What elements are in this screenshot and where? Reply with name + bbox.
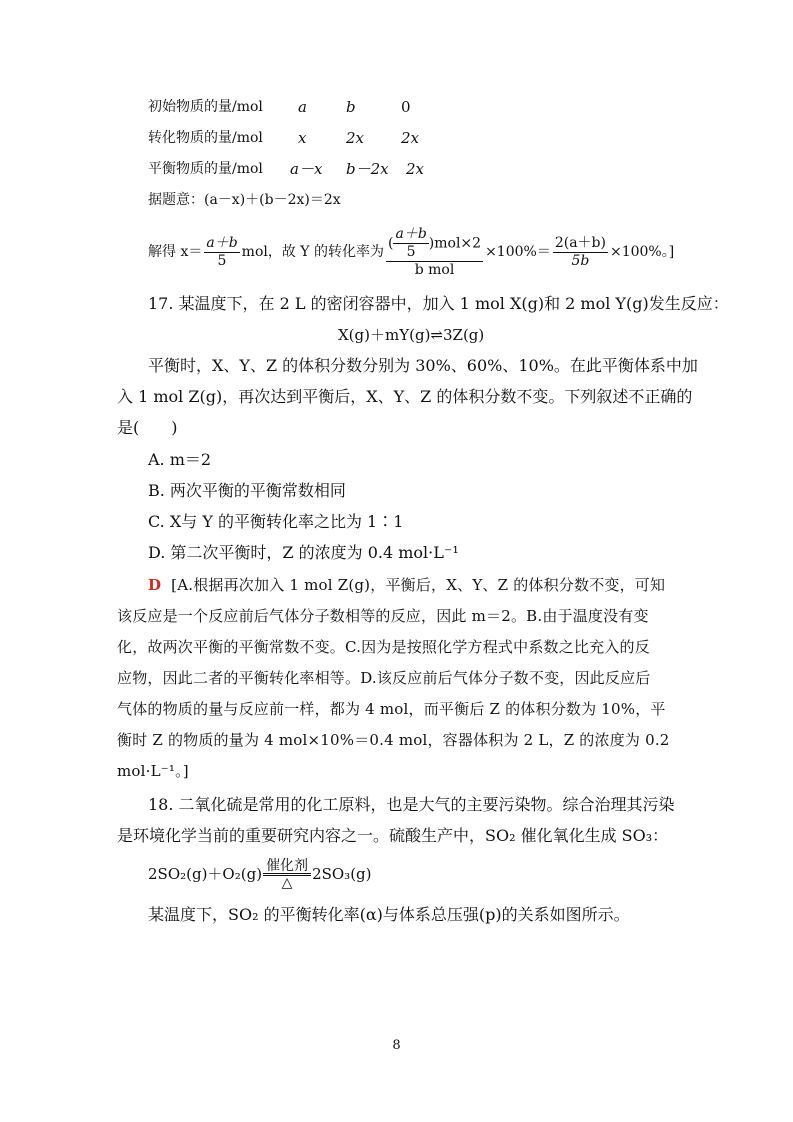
question-17-line: 平衡时，X、Y、Z 的体积分数分别为 30%、60%、10%。在此平衡体系中加 <box>148 356 698 375</box>
solution-formula <box>148 226 674 278</box>
reaction-equation-18 <box>148 856 372 892</box>
option-d[interactable]: D. 第二次平衡时，Z 的浓度为 0.4 mol·L⁻¹ <box>148 543 459 562</box>
solution-line: 化，故两次平衡的平衡常数不变。C.因为是按照化学方程式中系数之比充入的反 <box>117 638 650 656</box>
table-cell: 2x <box>401 129 420 147</box>
solution-line: 气体的物质的量与反应前一样，都为 4 mol，而平衡后 Z 的体积分数为 10%，平 <box>117 700 666 718</box>
option-b[interactable]: B. 两次平衡的平衡常数相同 <box>148 481 346 500</box>
catalyst-label: 催化剂 <box>263 859 311 876</box>
fraction <box>553 235 608 270</box>
question-18-line: 18. 二氧化硫是常用的化工原料，也是大气的主要污染物。综合治理其污染 <box>148 795 675 814</box>
row-label: 初始物质的量/mol <box>148 99 263 115</box>
inner-denominator: 5 <box>406 243 416 260</box>
table-cell: b <box>346 98 356 116</box>
question-18-line: 某温度下，SO₂ 的平衡转化率(α)与体系总压强(p)的关系如图所示。 <box>148 905 630 924</box>
table-cell: 0 <box>401 98 411 116</box>
table-row <box>148 96 263 118</box>
solution-line: 该反应是一个反应前后气体分子数相等的反应，因此 m＝2。B.由于温度没有变 <box>117 607 649 625</box>
inner-fraction <box>393 226 428 261</box>
fraction <box>386 226 483 279</box>
numerator: 2(a＋b) <box>554 234 606 251</box>
table-cell: a <box>298 98 307 116</box>
equation-left: 2SO₂(g)＋O₂(g) <box>148 865 263 883</box>
table-row <box>148 158 263 180</box>
table-cell: a－x <box>290 160 323 178</box>
denominator: b mol <box>414 261 455 278</box>
catalyst-arrow <box>263 859 311 890</box>
solution-line: 衡时 Z 的物质的量为 4 mol×10%＝0.4 mol，容器体积为 2 L，Z 的浓度为 0.2 <box>117 731 670 749</box>
solution-line <box>148 574 665 596</box>
times-100: ×100%＝ <box>485 244 551 260</box>
equation-right: 2SO₃(g) <box>312 865 372 883</box>
solve-prefix: 解得 x＝ <box>148 244 203 260</box>
numerator: a＋b <box>206 234 238 251</box>
table-cell: x <box>298 129 307 147</box>
option-c[interactable]: C. X与 Y 的平衡转化率之比为 1∶1 <box>148 512 404 531</box>
question-18-line: 是环境化学当前的重要研究内容之一。硫酸生产中，SO₂ 催化氧化生成 SO₃： <box>117 826 669 845</box>
solution-text: [A.根据再次加入 1 mol Z(g)，平衡后，X、Y、Z 的体积分数不变，可知 <box>171 576 666 594</box>
solution-line: mol·L⁻¹。] <box>117 762 189 780</box>
denominator: 5b <box>571 252 590 269</box>
option-a[interactable]: A. m＝2 <box>148 450 212 469</box>
numerator: ( $\frac{a+b}{5}$ )mol×2 <box>388 225 482 260</box>
answer-label: D <box>148 576 162 594</box>
condition-line: 据题意：(a－x)＋(b－2x)＝2x <box>148 192 341 208</box>
row-label: 平衡物质的量/mol <box>148 161 263 177</box>
page-number: 8 <box>392 1038 401 1053</box>
numerator-suffix: mol×2 <box>434 235 482 251</box>
mol-text: mol，故 Y 的转化率为 <box>241 244 384 260</box>
table-cell: 2x <box>346 129 365 147</box>
table-row <box>148 127 263 149</box>
row-label: 转化物质的量/mol <box>148 130 263 146</box>
table-cell: b－2x <box>346 160 389 178</box>
times-100: ×100%。] <box>609 244 675 260</box>
denominator: 5 <box>217 252 227 269</box>
question-17-line: 17. 某温度下，在 2 L 的密闭容器中，加入 1 mol X(g)和 2 mol Y(g)发生反应： <box>148 294 729 313</box>
table-cell: 2x <box>406 160 425 178</box>
fraction <box>204 235 239 270</box>
heat-symbol: △ <box>281 874 293 891</box>
inner-numerator: a＋b <box>395 225 427 242</box>
solution-line: 应物，因此二者的平衡转化率相等。D.该反应前后气体分子数不变，因此反应后 <box>117 669 651 687</box>
question-17-line: 入 1 mol Z(g)，再次达到平衡后，X、Y、Z 的体积分数不变。下列叙述不正确的 <box>117 387 693 406</box>
question-17-line: 是( ) <box>117 418 178 437</box>
reaction-equation: X(g)＋mY(g)⇌3Z(g) <box>338 326 485 344</box>
